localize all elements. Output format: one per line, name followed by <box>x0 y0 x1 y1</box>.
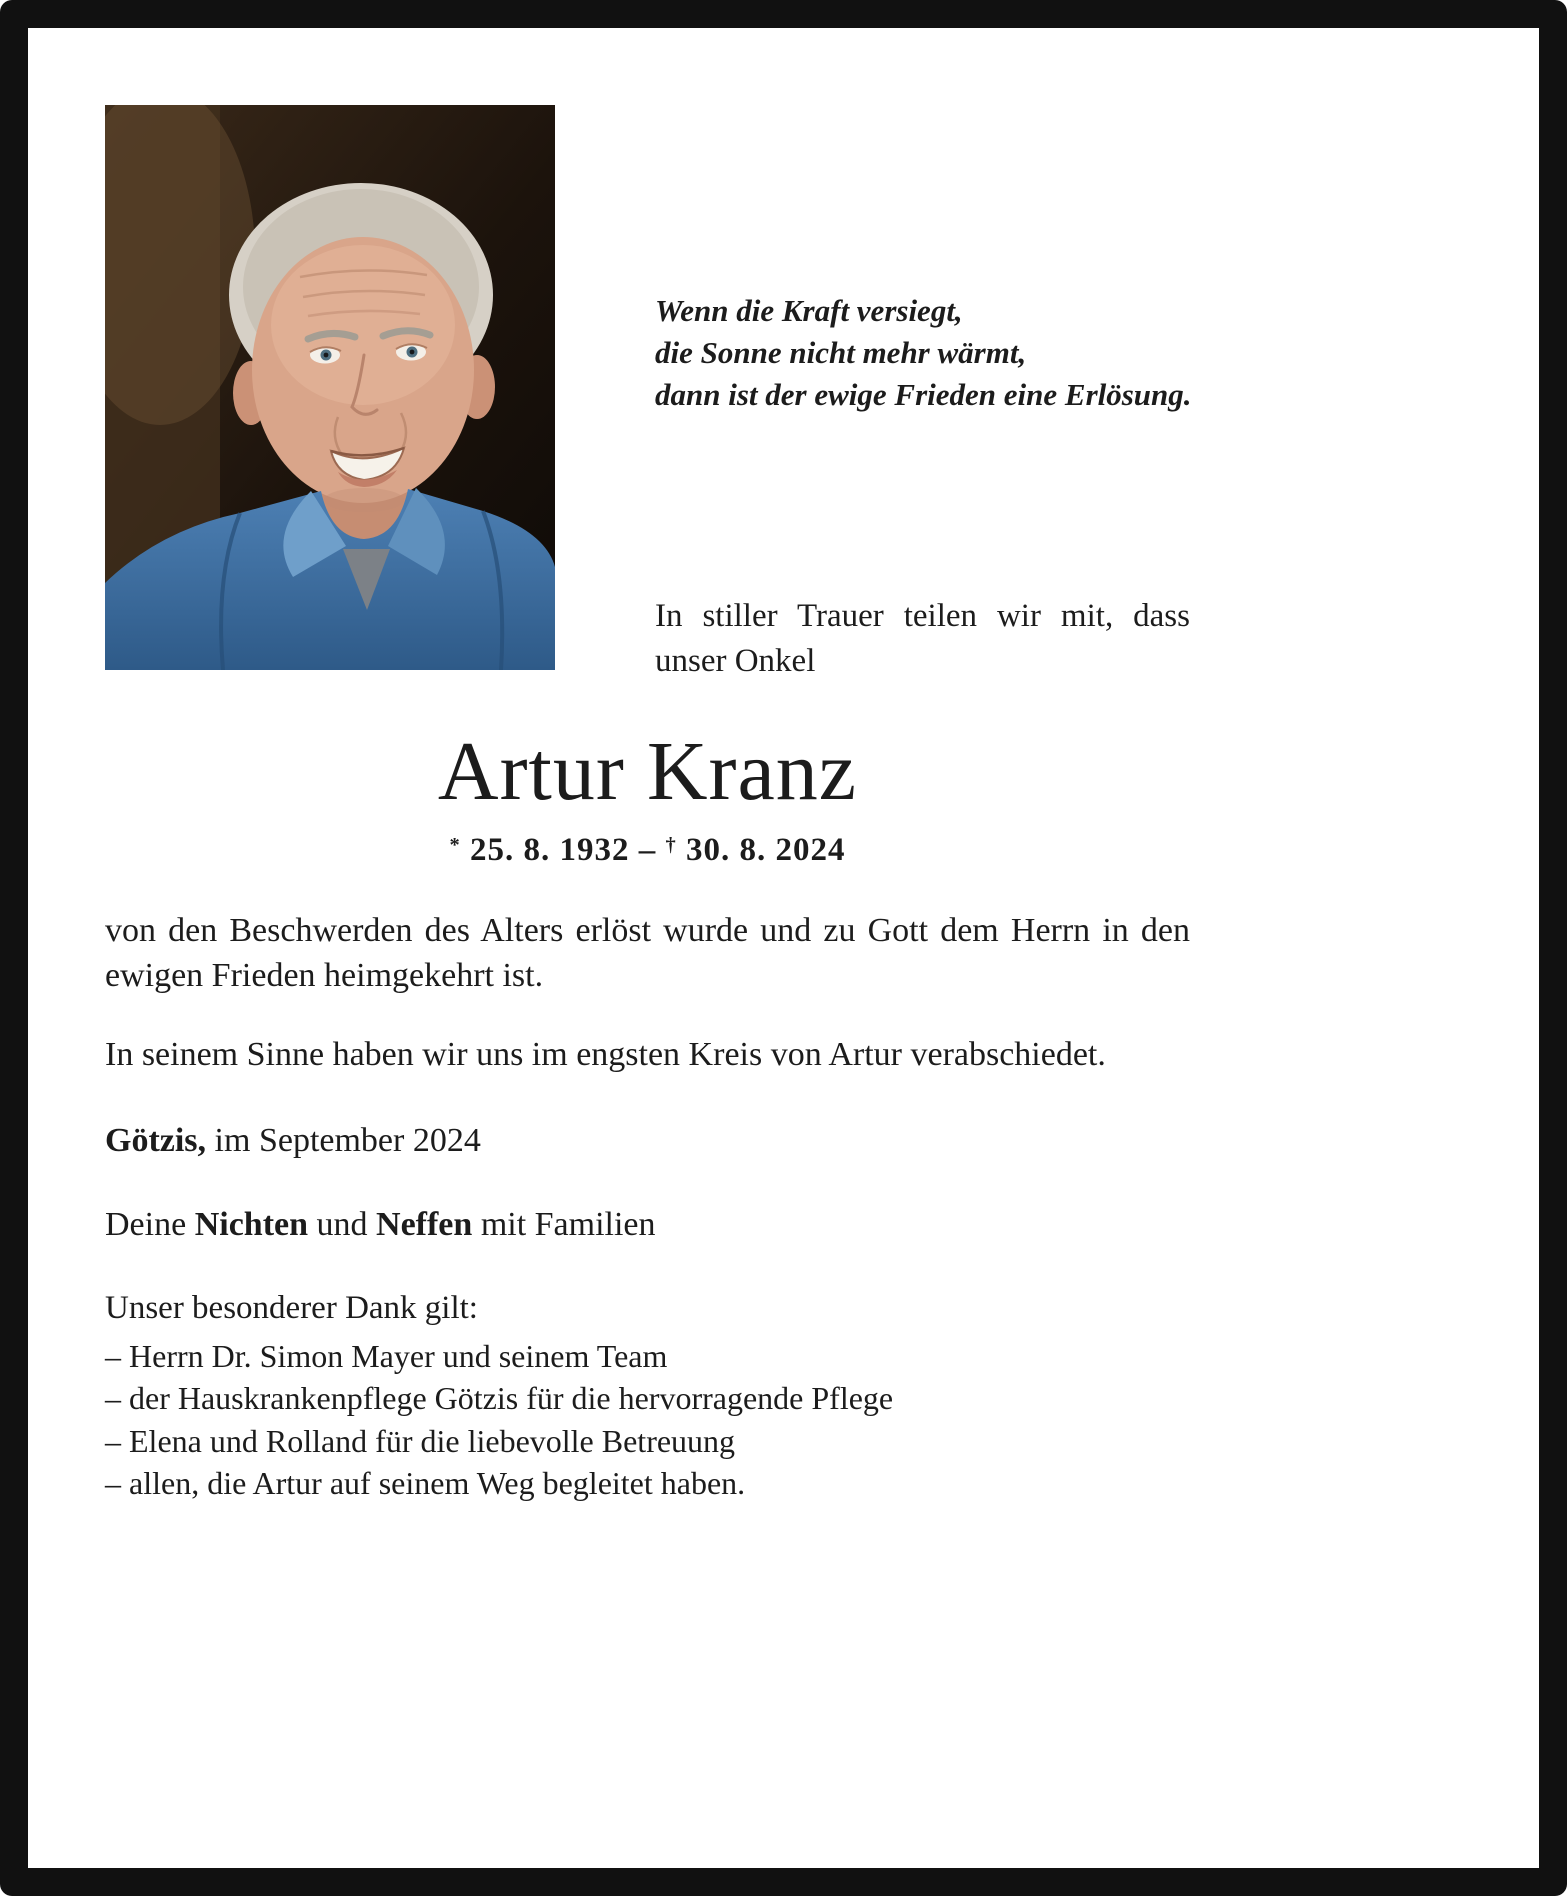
mourners-suffix: mit Familien <box>472 1205 656 1243</box>
thanks-bullet: – <box>105 1465 121 1502</box>
announcement-intro <box>655 594 1190 683</box>
portrait-illustration <box>105 105 555 670</box>
thanks-item-text: der Hauskrankenpflege Götzis für die hervorragende Pflege <box>129 1380 894 1417</box>
place-date: im September 2024 <box>206 1121 481 1159</box>
dates-separator: – <box>638 832 657 869</box>
deceased-name: Artur Kranz <box>437 725 858 818</box>
thanks-item <box>105 1335 1190 1378</box>
intro-line-1: In stiller Trauer teilen wir mit, dass <box>655 598 1190 634</box>
mourners-bold-1: Nichten <box>194 1205 309 1243</box>
mourners-prefix: Deine <box>105 1205 195 1243</box>
thanks-item-text: Elena und Rolland für die liebevolle Betreuung <box>129 1422 736 1459</box>
birth-date: 25. 8. 1932 <box>470 832 630 869</box>
thanks-item-text: Herrn Dr. Simon Mayer und seinem Team <box>129 1337 668 1374</box>
portrait-photo <box>105 105 555 670</box>
body-paragraph-2: In seinem Sinne haben wir uns im engsten Kreis von Artur verabschiedet. <box>105 1035 1106 1073</box>
memorial-verse <box>655 290 1225 416</box>
thanks-bullet: – <box>105 1422 121 1459</box>
place-date-line <box>105 1122 1190 1160</box>
thanks-item <box>105 1420 1190 1463</box>
main-content <box>28 725 1539 1505</box>
verse-line-2: die Sonne nicht mehr wärmt, <box>655 334 1027 370</box>
thanks-bullet: – <box>105 1380 121 1417</box>
thanks-item <box>105 1377 1190 1420</box>
life-dates <box>105 832 1190 869</box>
verse-line-1: Wenn die Kraft versiegt, <box>655 293 963 328</box>
intro-line-2: unser Onkel <box>655 642 816 679</box>
verse-line-3: dann ist der ewige Frieden eine Erlösung. <box>655 376 1192 412</box>
thanks-bullet: – <box>105 1337 121 1374</box>
thanks-item <box>105 1462 1190 1505</box>
mourners-bold-2: Neffen <box>376 1205 473 1243</box>
header-section <box>28 28 1539 728</box>
mourners-mid: und <box>308 1205 377 1243</box>
mourners-line <box>105 1206 1190 1244</box>
birth-symbol: * <box>449 833 461 856</box>
death-symbol: † <box>665 833 677 856</box>
place-name: Götzis, <box>105 1121 207 1159</box>
thanks-heading: Unser besonderer Dank gilt: <box>105 1289 478 1326</box>
death-date: 30. 8. 2024 <box>685 832 846 869</box>
thanks-list <box>105 1335 1190 1505</box>
thanks-item-text: allen, die Artur auf seinem Weg begleitet haben. <box>129 1465 746 1502</box>
body-paragraph-1: von den Beschwerden des Alters erlöst wurde und zu Gott dem Herrn in den ewigen Frieden heimgekehrt ist. <box>105 912 1190 995</box>
